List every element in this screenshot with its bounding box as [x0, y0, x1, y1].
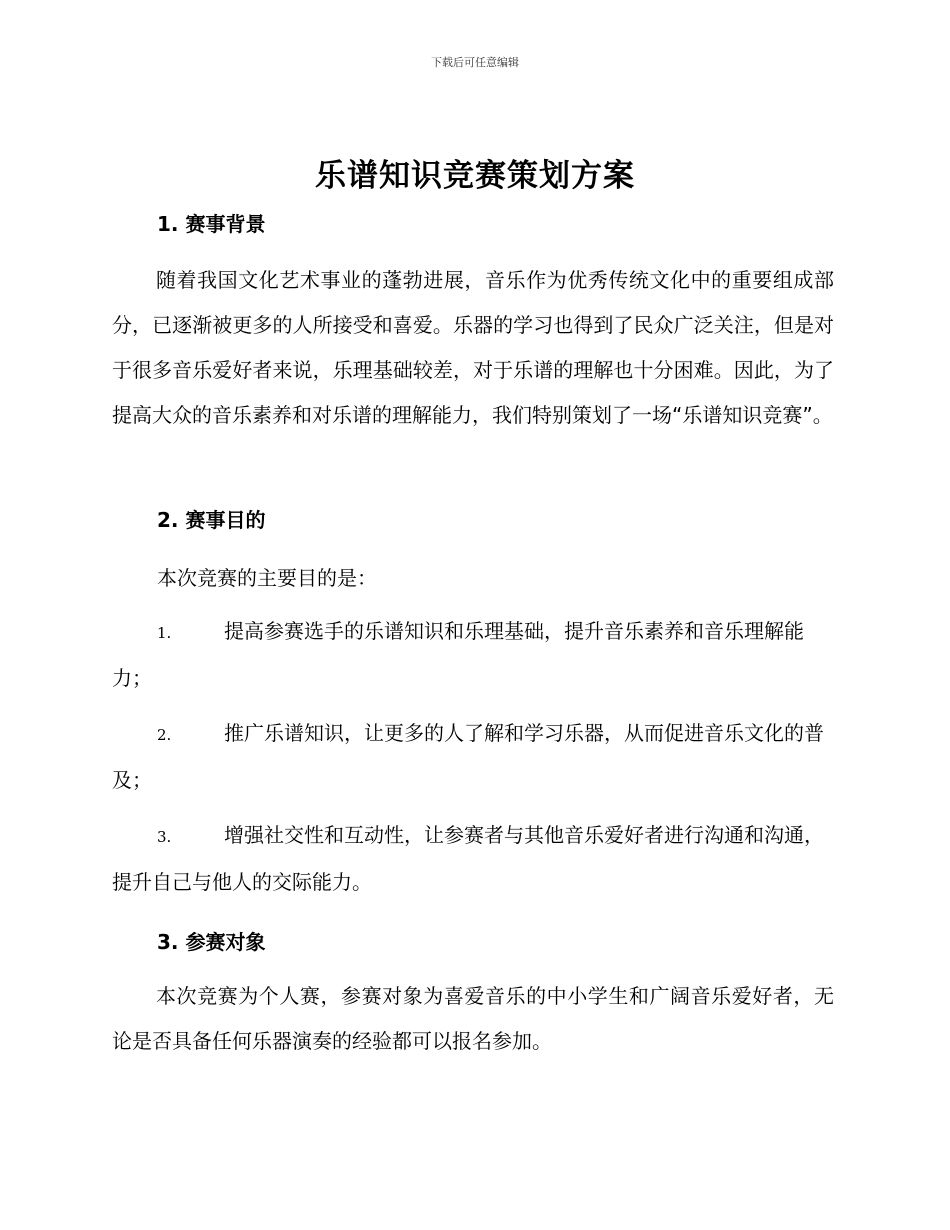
list-text: 提高参赛选手的乐谱知识和乐理基础，提升音乐素养和音乐理解能力； — [112, 619, 804, 690]
header-note: 下载后可任意编辑 — [431, 56, 519, 69]
list-item — [112, 609, 834, 701]
list-text: 推广乐谱知识，让更多的人了解和学习乐器，从而促进音乐文化的普及； — [112, 721, 824, 792]
participants-paragraph: 本次竞赛为个人赛，参赛对象为喜爱音乐的中小学生和广阔音乐爱好者，无论是否具备任何乐器演奏的经验都可以报名参加。 — [112, 984, 834, 1053]
background-paragraph: 随着我国文化艺术事业的蓬勃进展，音乐作为优秀传统文化中的重要组成部分，已逐渐被更多的人所接受和喜爱。乐器的学习也得到了民众广泛关注，但是对于很多音乐爱好者来说，乐理基础较差，对于乐谱的理解也十分困难。因此，为了提高大众的音乐素养和对乐谱的理解能力，我们特别策划了一场“乐谱知识竞赛”。 — [112, 268, 834, 427]
list-item — [112, 813, 834, 905]
list-number: 3. — [157, 828, 172, 846]
section-body-participants — [112, 974, 834, 1064]
purpose-intro: 本次竞赛的主要目的是： — [157, 566, 377, 590]
section-heading-participants: 3. 参赛对象 — [157, 930, 266, 954]
list-number: 2. — [157, 726, 172, 744]
list-number: 1. — [157, 624, 172, 642]
list-item — [112, 711, 834, 803]
section-heading-background: 1. 赛事背景 — [157, 212, 266, 236]
list-text: 增强社交性和互动性，让参赛者与其他音乐爱好者进行沟通和沟通，提升自己与他人的交际能力。 — [112, 823, 824, 894]
section-body-background — [112, 258, 834, 438]
document-title: 乐谱知识竞赛策划方案 — [315, 158, 635, 194]
section-heading-purpose: 2. 赛事目的 — [157, 508, 266, 532]
